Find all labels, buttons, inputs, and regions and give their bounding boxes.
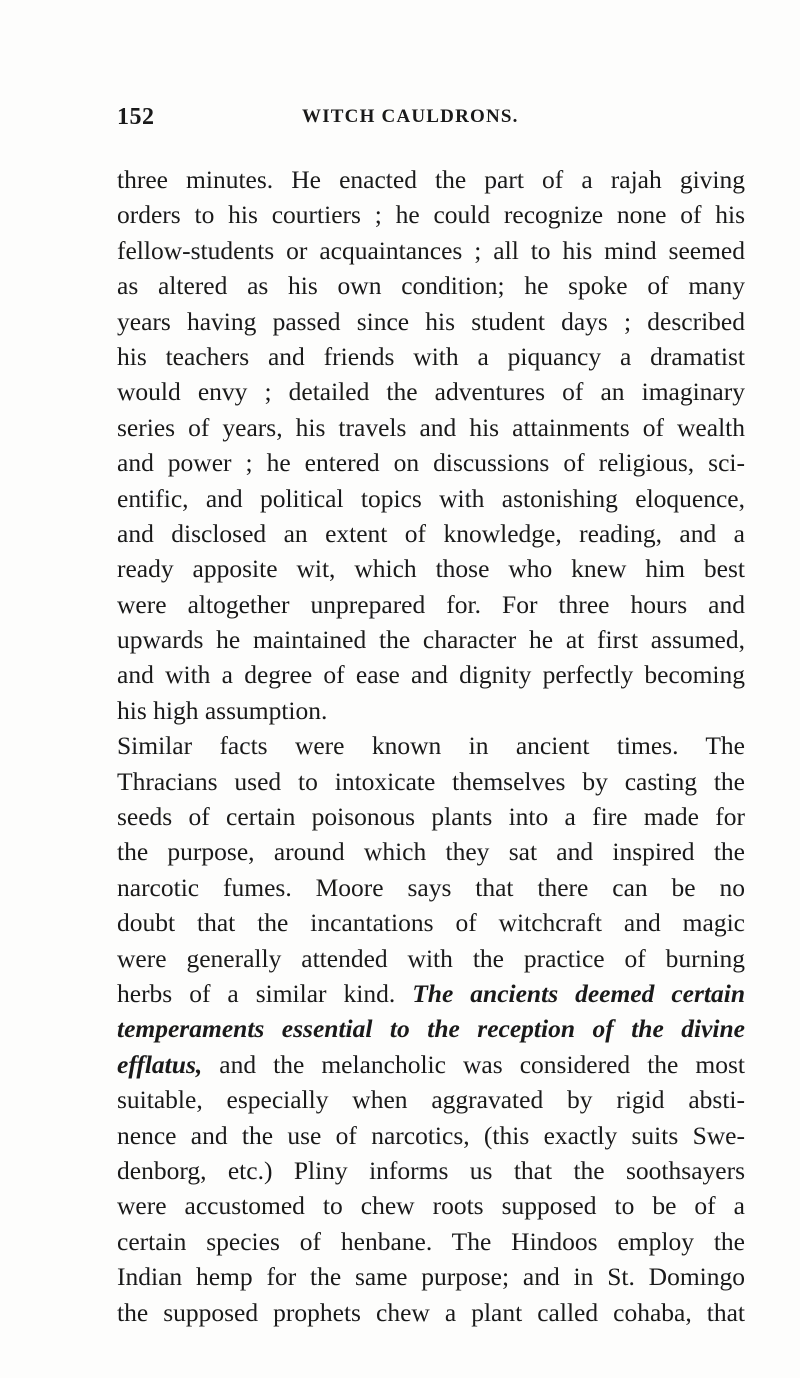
text-line: orders to his courtiers ; he could recognize none of his [117, 200, 745, 230]
text-line: Thracians used to intoxicate themselves by casting the [117, 766, 745, 796]
text-line: the purpose, around which they sat and inspired the [117, 837, 745, 867]
text-line: the supposed prophets chew a plant called cohaba, that [117, 1297, 745, 1327]
text-line: would envy ; detailed the adventures of an imaginary [117, 377, 745, 407]
text-line: narcotic fumes. Moore says that there can be no [117, 872, 745, 902]
text-line: upwards he maintained the character he at first assumed, [117, 625, 745, 655]
text-line: entific, and political topics with astonishing eloquence, [117, 483, 745, 513]
text-segment: herbs of a similar kind. [117, 978, 396, 1008]
text-line: certain species of henbane. The Hindoos employ the [117, 1226, 745, 1256]
text-line: denborg, etc.) Pliny informs us that the soothsayers [117, 1155, 745, 1185]
text-line: years having passed since his student days ; described [117, 306, 745, 336]
running-title: WITCH CAULDRONS. [302, 106, 519, 127]
text-line: and power ; he entered on discussions of religious, sci- [117, 448, 745, 478]
text-line: nence and the use of narcotics, (this exactly suits Swe- [117, 1120, 745, 1150]
text-line: fellow-students or acquaintances ; all to his mind seemed [117, 235, 745, 265]
text-line: and disclosed an extent of knowledge, reading, and a [117, 518, 745, 548]
text-line: Similar facts were known in ancient times. The [117, 731, 745, 761]
running-head [117, 104, 717, 134]
text-line: suitable, especially when aggravated by rigid absti- [117, 1085, 745, 1115]
italic-line: temperaments essential to the reception of the divine [117, 1014, 745, 1044]
text-line: Indian hemp for the same purpose; and in St. Domingo [117, 1262, 745, 1292]
text-line: and with a degree of ease and dignity perfectly becoming [117, 660, 745, 690]
page-number: 152 [117, 104, 155, 130]
text-segment: and the melancholic was considered the most [202, 1049, 745, 1079]
text-line: were generally attended with the practice of burning [117, 943, 745, 973]
text-line-mixed [117, 976, 745, 1011]
text-line: series of years, his travels and his attainments of wealth [117, 412, 745, 442]
text-line: three minutes. He enacted the part of a rajah giving [117, 165, 745, 194]
italic-segment: efflatus, [117, 1049, 203, 1079]
text-line: were accustomed to chew roots supposed to be of a [117, 1191, 745, 1221]
text-line: his teachers and friends with a piquancy a dramatist [117, 341, 745, 371]
body-text [117, 162, 745, 1330]
italic-segment: The ancients deemed certain [412, 978, 746, 1008]
text-line: were altogether unprepared for. For three hours and [117, 589, 745, 619]
text-line: his high assumption. [117, 695, 328, 725]
text-line-mixed [117, 1047, 745, 1082]
text-line: seeds of certain poisonous plants into a fire made for [117, 802, 745, 832]
text-line: ready apposite wit, which those who knew him best [117, 554, 745, 584]
text-line: doubt that the incantations of witchcraft and magic [117, 908, 745, 938]
text-line: as altered as his own condition; he spoke of many [117, 271, 745, 301]
